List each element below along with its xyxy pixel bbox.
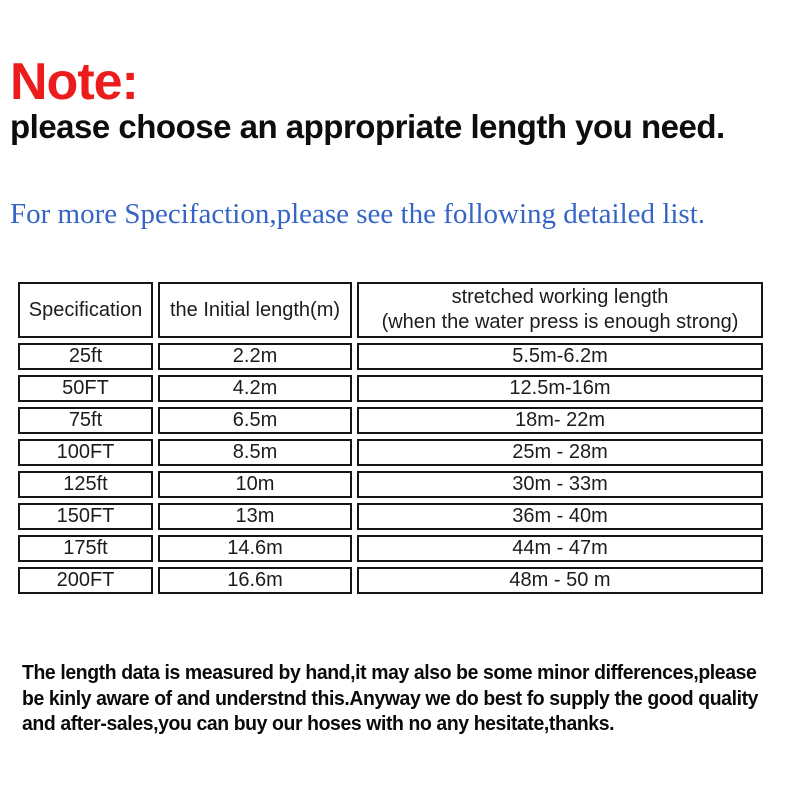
table-row: [18, 439, 763, 466]
footer-line: The length data is measured by hand,it may also be some minor differences,please: [22, 662, 757, 684]
spec-cell: 75ft: [18, 407, 153, 434]
spec-cell: 100FT: [18, 439, 153, 466]
stretched-length-cell: 18m- 22m: [357, 407, 763, 434]
spec-cell: 175ft: [18, 535, 153, 562]
spec-cell: 25ft: [18, 343, 153, 370]
initial-length-cell: 6.5m: [158, 407, 352, 434]
initial-length-cell: 14.6m: [158, 535, 352, 562]
stretched-length-cell: 36m - 40m: [357, 503, 763, 530]
stretched-length-cell: 5.5m-6.2m: [357, 343, 763, 370]
initial-length-cell: 2.2m: [158, 343, 352, 370]
stretched-length-cell: 25m - 28m: [357, 439, 763, 466]
note-subtitle: please choose an appropriate length you need.: [10, 108, 725, 145]
header-cell-stretched-length: [357, 282, 763, 338]
spec-cell: 50FT: [18, 375, 153, 402]
spec-cell: 200FT: [18, 567, 153, 594]
footer-note: [22, 661, 758, 738]
footer-line: be kinly aware of and understnd this.Anyway we do best fo supply the good quality: [22, 687, 759, 710]
table-row: [18, 503, 763, 530]
stretched-length-line1: stretched working length: [451, 286, 669, 308]
footer-line: and after-sales,you can buy our hoses with no any hesitate,thanks.: [22, 713, 615, 735]
table-header-row: [18, 282, 763, 338]
initial-length-cell: 8.5m: [158, 439, 352, 466]
initial-length-cell: 4.2m: [158, 375, 352, 402]
table-row: [18, 567, 763, 594]
stretched-length-cell: 12.5m-16m: [357, 375, 763, 402]
header-cell-specification: Specification: [18, 282, 153, 338]
table-row: [18, 471, 763, 498]
stretched-length-line2: (when the water press is enough strong): [381, 311, 739, 333]
stretched-length-cell: 30m - 33m: [357, 471, 763, 498]
initial-length-cell: 10m: [158, 471, 352, 498]
note-title: Note:: [10, 53, 138, 111]
stretched-length-cell: 44m - 47m: [357, 535, 763, 562]
table-row: [18, 375, 763, 402]
table-row: [18, 343, 763, 370]
table-row: [18, 535, 763, 562]
spec-cell: 125ft: [18, 471, 153, 498]
initial-length-cell: 16.6m: [158, 567, 352, 594]
spec-table: [13, 277, 768, 599]
spec-cell: 150FT: [18, 503, 153, 530]
table-row: [18, 407, 763, 434]
header-cell-initial-length: the Initial length(m): [158, 282, 352, 338]
stretched-length-cell: 48m - 50 m: [357, 567, 763, 594]
intro-text: For more Specifaction,please see the following detailed list.: [10, 198, 705, 230]
initial-length-cell: 13m: [158, 503, 352, 530]
